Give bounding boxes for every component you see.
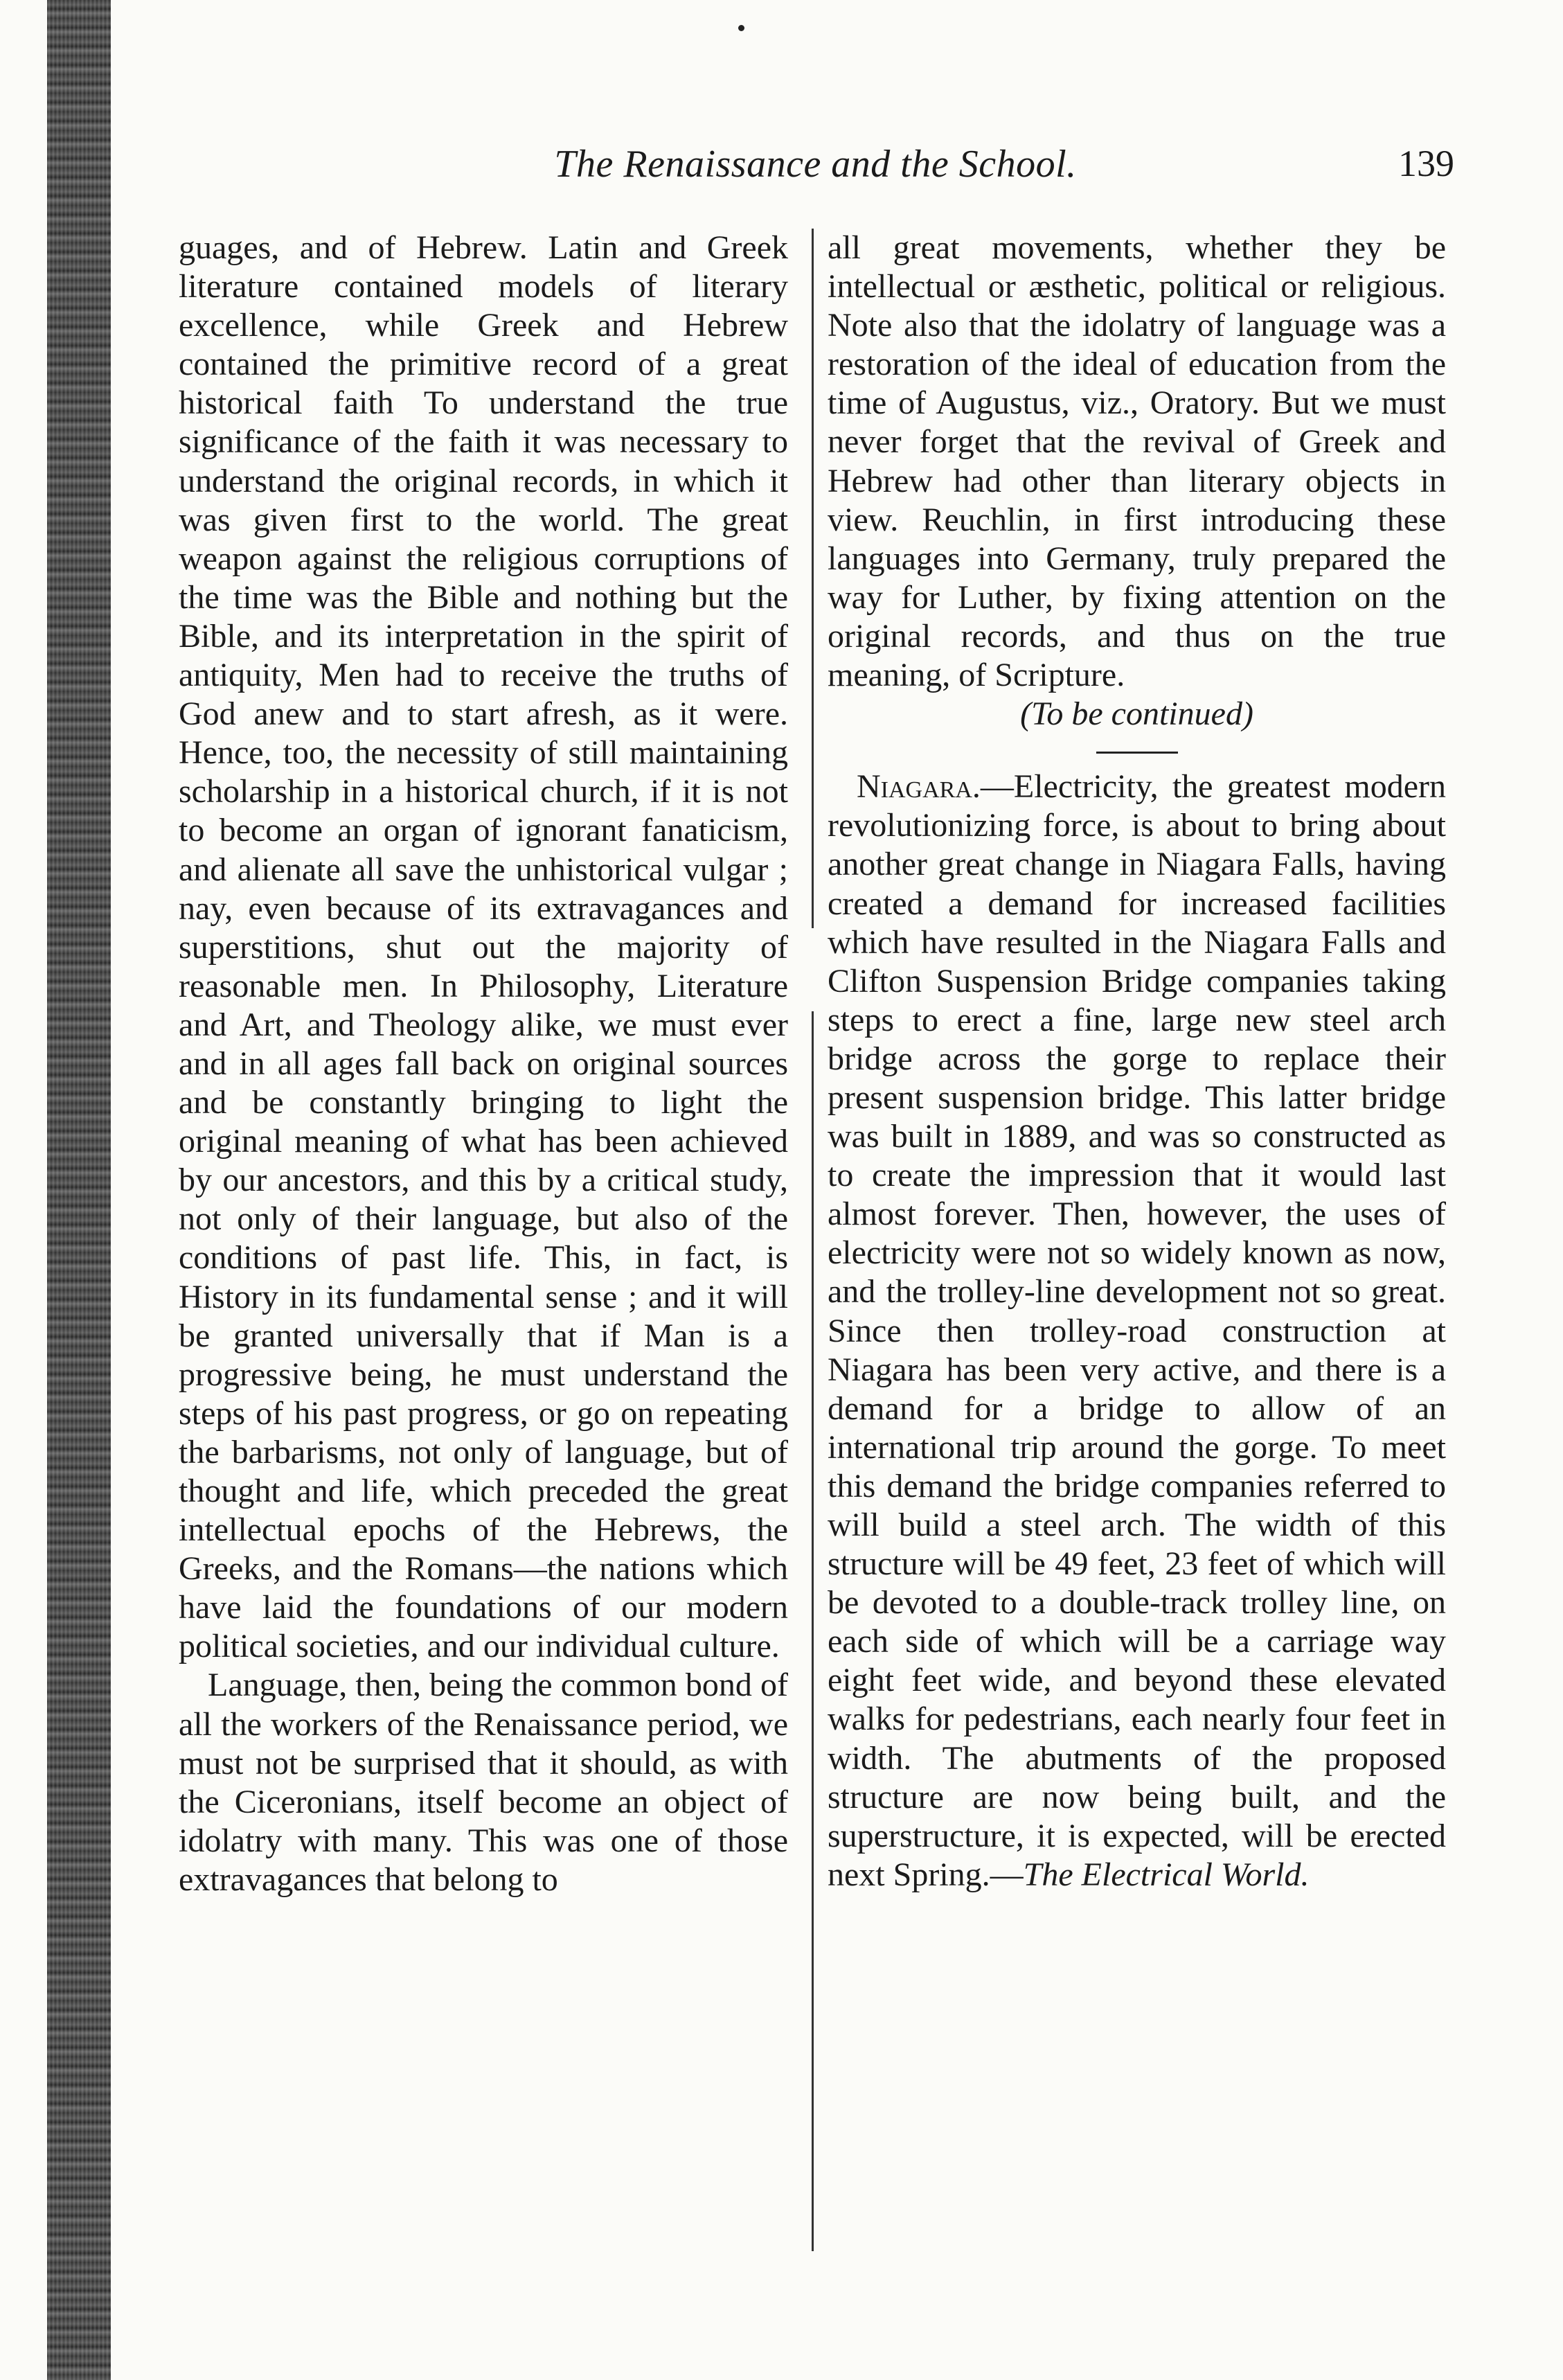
column-divider-upper [812,229,814,928]
column-divider-lower [812,1011,814,2251]
article-source: The Electrical World. [1023,1856,1310,1893]
niagara-body: —Electricity, the greatest modern revolutionizing force, is about to bring about another great change in Niagara Falls, having created a demand for increased facilities which have resulted in the Niagara Falls and Clifton Suspension Bridge companies taking steps to erect a fine, large new steel arch bridge across the gorge to replace their present suspension bridge. This latter bridge was built in 1889, and was so constructed as to create the impression that it would last almost forever. Then, however, the uses of electricity were not so widely known as now, and the trolley-line development not so great. Since then trolley-road construction at Niagara has been very active, and there is a demand for a bridge to allow of an international trip around the gorge. To meet this demand the bridge companies referred to will build a steel arch. The width of this structure will be 49 feet, 23 feet of which will be devoted to a double-track trolley line, on each side of which will be a carriage way eight feet wide, and beyond these elevated walks for pedestrians, each nearly four feet in width. The abutments of the proposed structure are now being built, and the superstructure, it is expected, will be erected next Spring.— [828,768,1446,1893]
page-number: 139 [1398,143,1454,184]
niagara-heading: Niagara. [857,768,981,806]
left-paragraph-2: Language, then, being the common bond of all the workers of the Renaissance period, we must not be surprised that it should, as with the Ciceronians, itself become an object of idolatry with many. This was one of those extravagances that belong to [179,1667,788,1898]
running-title: The Renaissance and the School. [554,143,1077,186]
right-paragraph-1: all great movements, whether they be intellectual or æsthetic, political or religious. Note also that the idolatry of language was a restoration of the ideal of education from the time of Augustus, viz., Oratory. But we must never forget that the revival of Greek and Hebrew had other than literary objects in view. Reuchlin, in first introducing these languages into Germany, truly prepared the way for Luther, by fixing attention on the original records, and thus on the true meaning, of Scripture. [828,229,1446,694]
ink-speck [738,25,744,31]
to-be-continued: (To be continued) [1020,695,1253,733]
scanned-binding-edge [47,0,111,2380]
page-header [177,142,1454,197]
section-rule [1096,752,1178,754]
niagara-article [828,767,1446,1894]
left-column [179,229,788,1899]
left-paragraph-1: guages, and of Hebrew. Latin and Greek literature contained models of literary excellence, while Greek and Hebrew contained the primitive record of a great historical faith To understand the true significance of the faith it was necessary to understand the original records, in which it was given first to the world. The great weapon against the religious corruptions of the time was the Bible and nothing but the Bible, and its interpretation in the spirit of antiquity, Men had to receive the truths of God anew and to start afresh, as it were. Hence, too, the necessity of still maintaining scholarship in a historical church, if it is not to become an organ of ignorant fanaticism, and alienate all save the unhistorical vulgar ; nay, even because of its extravagances and superstitions, shut out the majority of reasonable men. In Philosophy, Literature and Art, and Theology alike, we must ever and in all ages fall back on original sources and be constantly bringing to light the original meaning of what has been achieved by our ancestors, and this by a critical study, not only of their language, but also of the conditions of past life. This, in fact, is History in its fundamental sense ; and it will be granted universally that if Man is a progressive being, he must understand the steps of his past progress, or go on repeating the barbarisms, not only of language, but of thought and life, which preceded the great intellectual epochs of the Hebrews, the Greeks, and the Romans—the nations which have laid the foundations of our modern political societies, and our individual culture. [179,229,788,1665]
right-column [828,229,1446,1894]
